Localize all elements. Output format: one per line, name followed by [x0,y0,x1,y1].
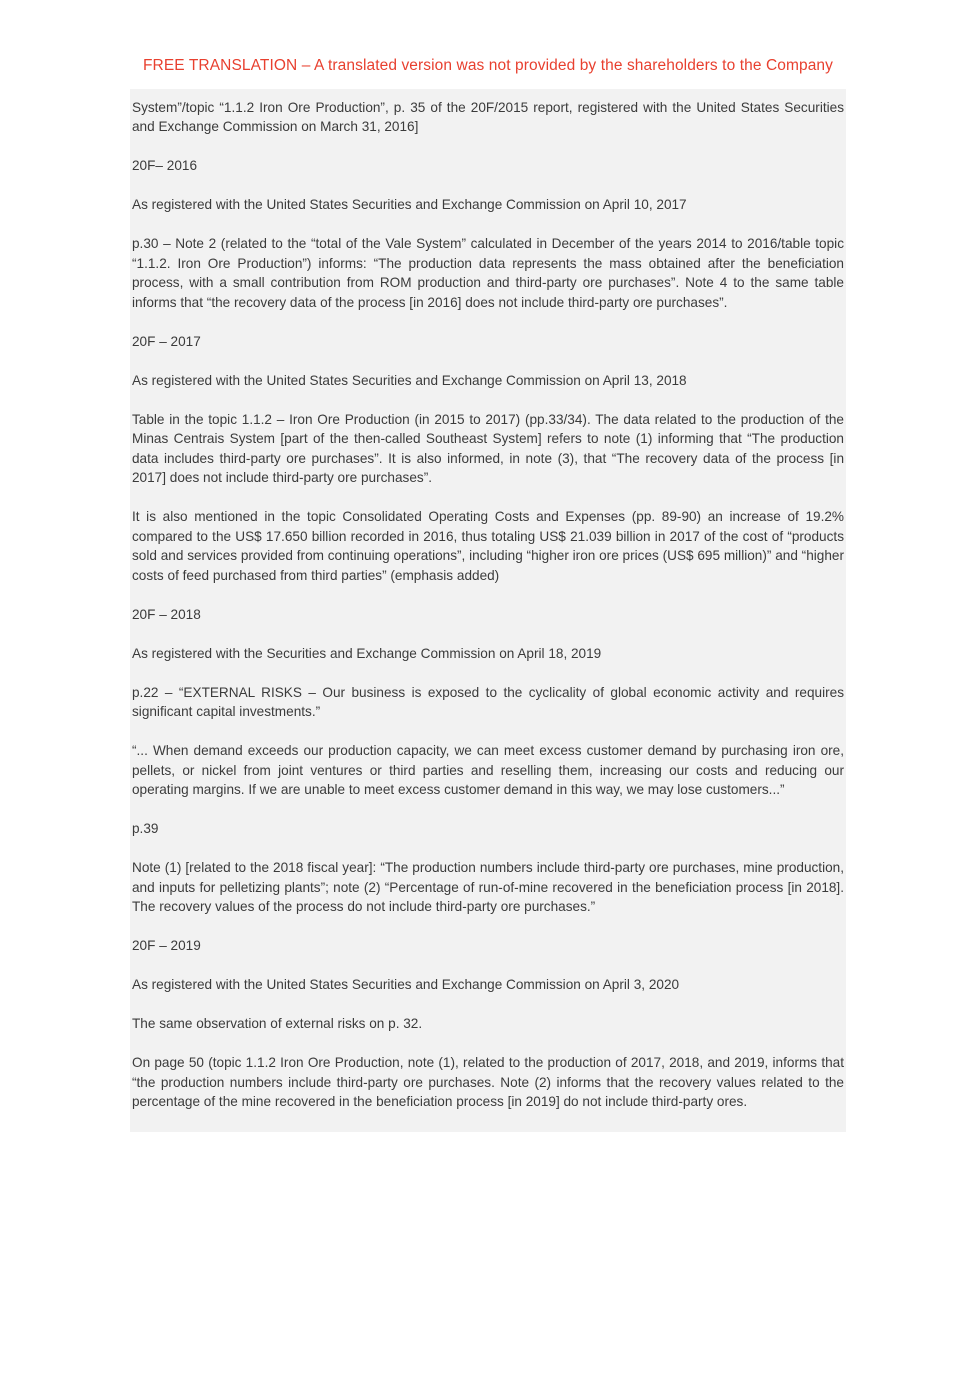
paragraph: p.30 – Note 2 (related to the “total of the Vale System” calculated in December of the years 2014 to 2016/table topic “1.1.2. Iron Ore Production”) informs: “The production data represents the mass obtained after the beneficiation process, with a small contribution from ROM production and third-party ore purchases”. Note 4 to the same table informs that “the recovery data of the process [in 2016] does not include third-party ore purchases”. [132,236,844,310]
paragraph: As registered with the Securities and Exchange Commission on April 18, 2019 [132,645,602,661]
section-heading-20f-2016: 20F– 2016 [132,158,198,173]
paragraph: Table in the topic 1.1.2 – Iron Ore Production (in 2015 to 2017) (pp.33/34). The data related to the production of the Minas Centrais System [part of the then-called Southeast System] refers to note (1) informing that “The production data includes third-party ore purchases”. It is also informed, in note (3), that “The recovery data of the process [in 2017] does not include third-party ore purchases”. [132,411,844,485]
section-heading-20f-2019: 20F – 2019 [132,938,201,953]
document-body [130,89,846,1132]
paragraph: System”/topic “1.1.2 Iron Ore Production”, p. 35 of the 20F/2015 report, registered with the United States Securities and Exchange Commission on March 31, 2016] [132,99,844,134]
paragraph: It is also mentioned in the topic Consolidated Operating Costs and Expenses (pp. 89-90) an increase of 19.2% compared to the US$ 17.650 billion recorded in 2016, thus totaling US$ 21.039 billion in 2017 of the cost of “products sold and services provided from continuing operations”, including “higher iron ore prices (US$ 695 million)” and “higher costs of feed purchased from third parties” (emphasis added) [132,509,844,583]
paragraph: On page 50 (topic 1.1.2 Iron Ore Production, note (1), related to the production of 2017, 2018, and 2019, informs that “the production numbers include third-party ore purchases. Note (2) informs that the recovery values related to the percentage of the mine recovered in the beneficiation process [in 2019] do not include third-party ores. [132,1055,844,1109]
paragraph: As registered with the United States Securities and Exchange Commission on April 10, 2017 [132,197,687,212]
paragraph: “... When demand exceeds our production capacity, we can meet excess customer demand by purchasing iron ore, pellets, or nickel from joint ventures or third parties and reselling them, increasing our costs and reducing our operating margins. If we are unable to meet excess customer demand in this way, we may lose customers...” [132,743,844,797]
section-heading-20f-2018: 20F – 2018 [132,606,201,622]
paragraph: p.39 [132,821,159,836]
section-heading-20f-2017: 20F – 2017 [132,333,201,349]
free-translation-title: FREE TRANSLATION – A translated version was not provided by the shareholders to the Company [142,57,833,74]
paragraph: p.22 – “EXTERNAL RISKS – Our business is exposed to the cyclicality of global economic activity and requires significant capital investments.” [132,684,844,719]
paragraph: As registered with the United States Securities and Exchange Commission on April 3, 2020 [132,977,680,992]
paragraph: Note (1) [related to the 2018 fiscal year]: “The production numbers include third-party ore purchases, mine production, and inputs for pelletizing plants”; note (2) “Percentage of run-of-mine recovered in the beneficiation process [in 2018]. The recovery values of the process do not include third-party ore purchases.” [132,860,844,914]
paragraph: As registered with the United States Securities and Exchange Commission on April 13, 2018 [132,372,687,388]
paragraph: The same observation of external risks on p. 32. [132,1016,423,1031]
